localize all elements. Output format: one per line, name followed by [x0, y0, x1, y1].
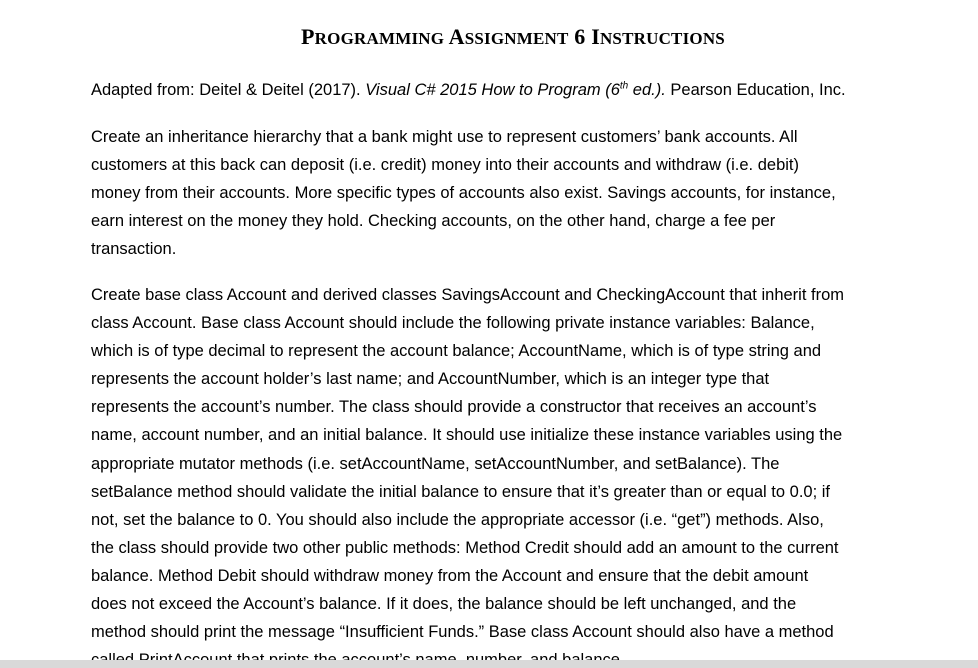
- document-title: [0, 24, 978, 50]
- paragraph-line: balance. Method Debit should withdraw money from the Account and ensure that the debit amount: [91, 566, 809, 585]
- citation-line: [91, 79, 846, 101]
- paragraph-line: name, account number, and an initial balance. It should use initialize these instance variables using the: [91, 426, 843, 445]
- paragraph-line: class Account. Base class Account should include the following private instance variables: Balance,: [91, 314, 815, 333]
- citation-book-title-text: Visual C# 2015 How to Program (6: [365, 81, 620, 99]
- title-word-1-rest: ROGRAMMING: [314, 29, 445, 48]
- paragraph-line: not, set the balance to 0. You should also include the appropriate accessor (i.e. “get”) methods. Also,: [91, 510, 824, 529]
- paragraph-line: customers at this back can deposit (i.e. credit) money into their accounts and withdraw (i.e. debit): [91, 156, 799, 175]
- paragraph-line: setBalance method should validate the initial balance to ensure that it’s greater than or equal to 0.0; if: [91, 482, 831, 501]
- paragraph-intro: [91, 123, 836, 263]
- paragraph-line: represents the account’s number. The class should provide a constructor that receives an account’s: [91, 398, 817, 417]
- title-word-1-initial: P: [301, 24, 315, 49]
- citation-publisher: Pearson Education, Inc.: [665, 81, 846, 99]
- title-word-2-rest: SSIGNMENT: [464, 29, 569, 48]
- paragraph-line: transaction.: [91, 240, 177, 259]
- citation-prefix: Adapted from: Deitel & Deitel (2017).: [91, 81, 366, 99]
- paragraph-line: money from their accounts. More specific types of accounts also exist. Savings accounts, for instance,: [91, 184, 836, 203]
- paragraph-account-spec: [91, 281, 844, 668]
- paragraph-line: represents the account holder’s last name; and AccountNumber, which is an integer type that: [91, 370, 770, 389]
- paragraph-line: does not exceed the Account’s balance. If it does, the balance should be left unchanged, and the: [91, 595, 797, 614]
- citation-ordinal-suffix: th: [619, 80, 629, 92]
- paragraph-line: Create base class Account and derived classes SavingsAccount and CheckingAccount that inherit from: [91, 286, 844, 304]
- paragraph-line: appropriate mutator methods (i.e. setAccountName, setAccountNumber, and setBalance). The: [91, 454, 780, 473]
- paragraph-line: Create an inheritance hierarchy that a bank might use to represent customers’ bank accounts. All: [91, 128, 798, 146]
- paragraph-line: which is of type decimal to represent the account balance; AccountName, which is of type string and: [91, 342, 822, 361]
- paragraph-line: the class should provide two other public methods: Method Credit should add an amount to the current: [91, 538, 839, 557]
- paragraph-line: method should print the message “Insufficient Funds.” Base class Account should also have a method: [91, 623, 834, 642]
- citation-book-title: [365, 81, 666, 99]
- paragraph-line: earn interest on the money they hold. Checking accounts, on the other hand, charge a fee per: [91, 212, 776, 231]
- title-word-3-initial: I: [591, 24, 600, 49]
- page-bottom-edge: [0, 660, 978, 668]
- title-word-3-rest: NSTRUCTIONS: [599, 29, 725, 48]
- citation-edition-tail: ed.).: [628, 81, 666, 99]
- title-word-2-initial: A: [448, 24, 465, 49]
- title-number: 6: [574, 24, 586, 49]
